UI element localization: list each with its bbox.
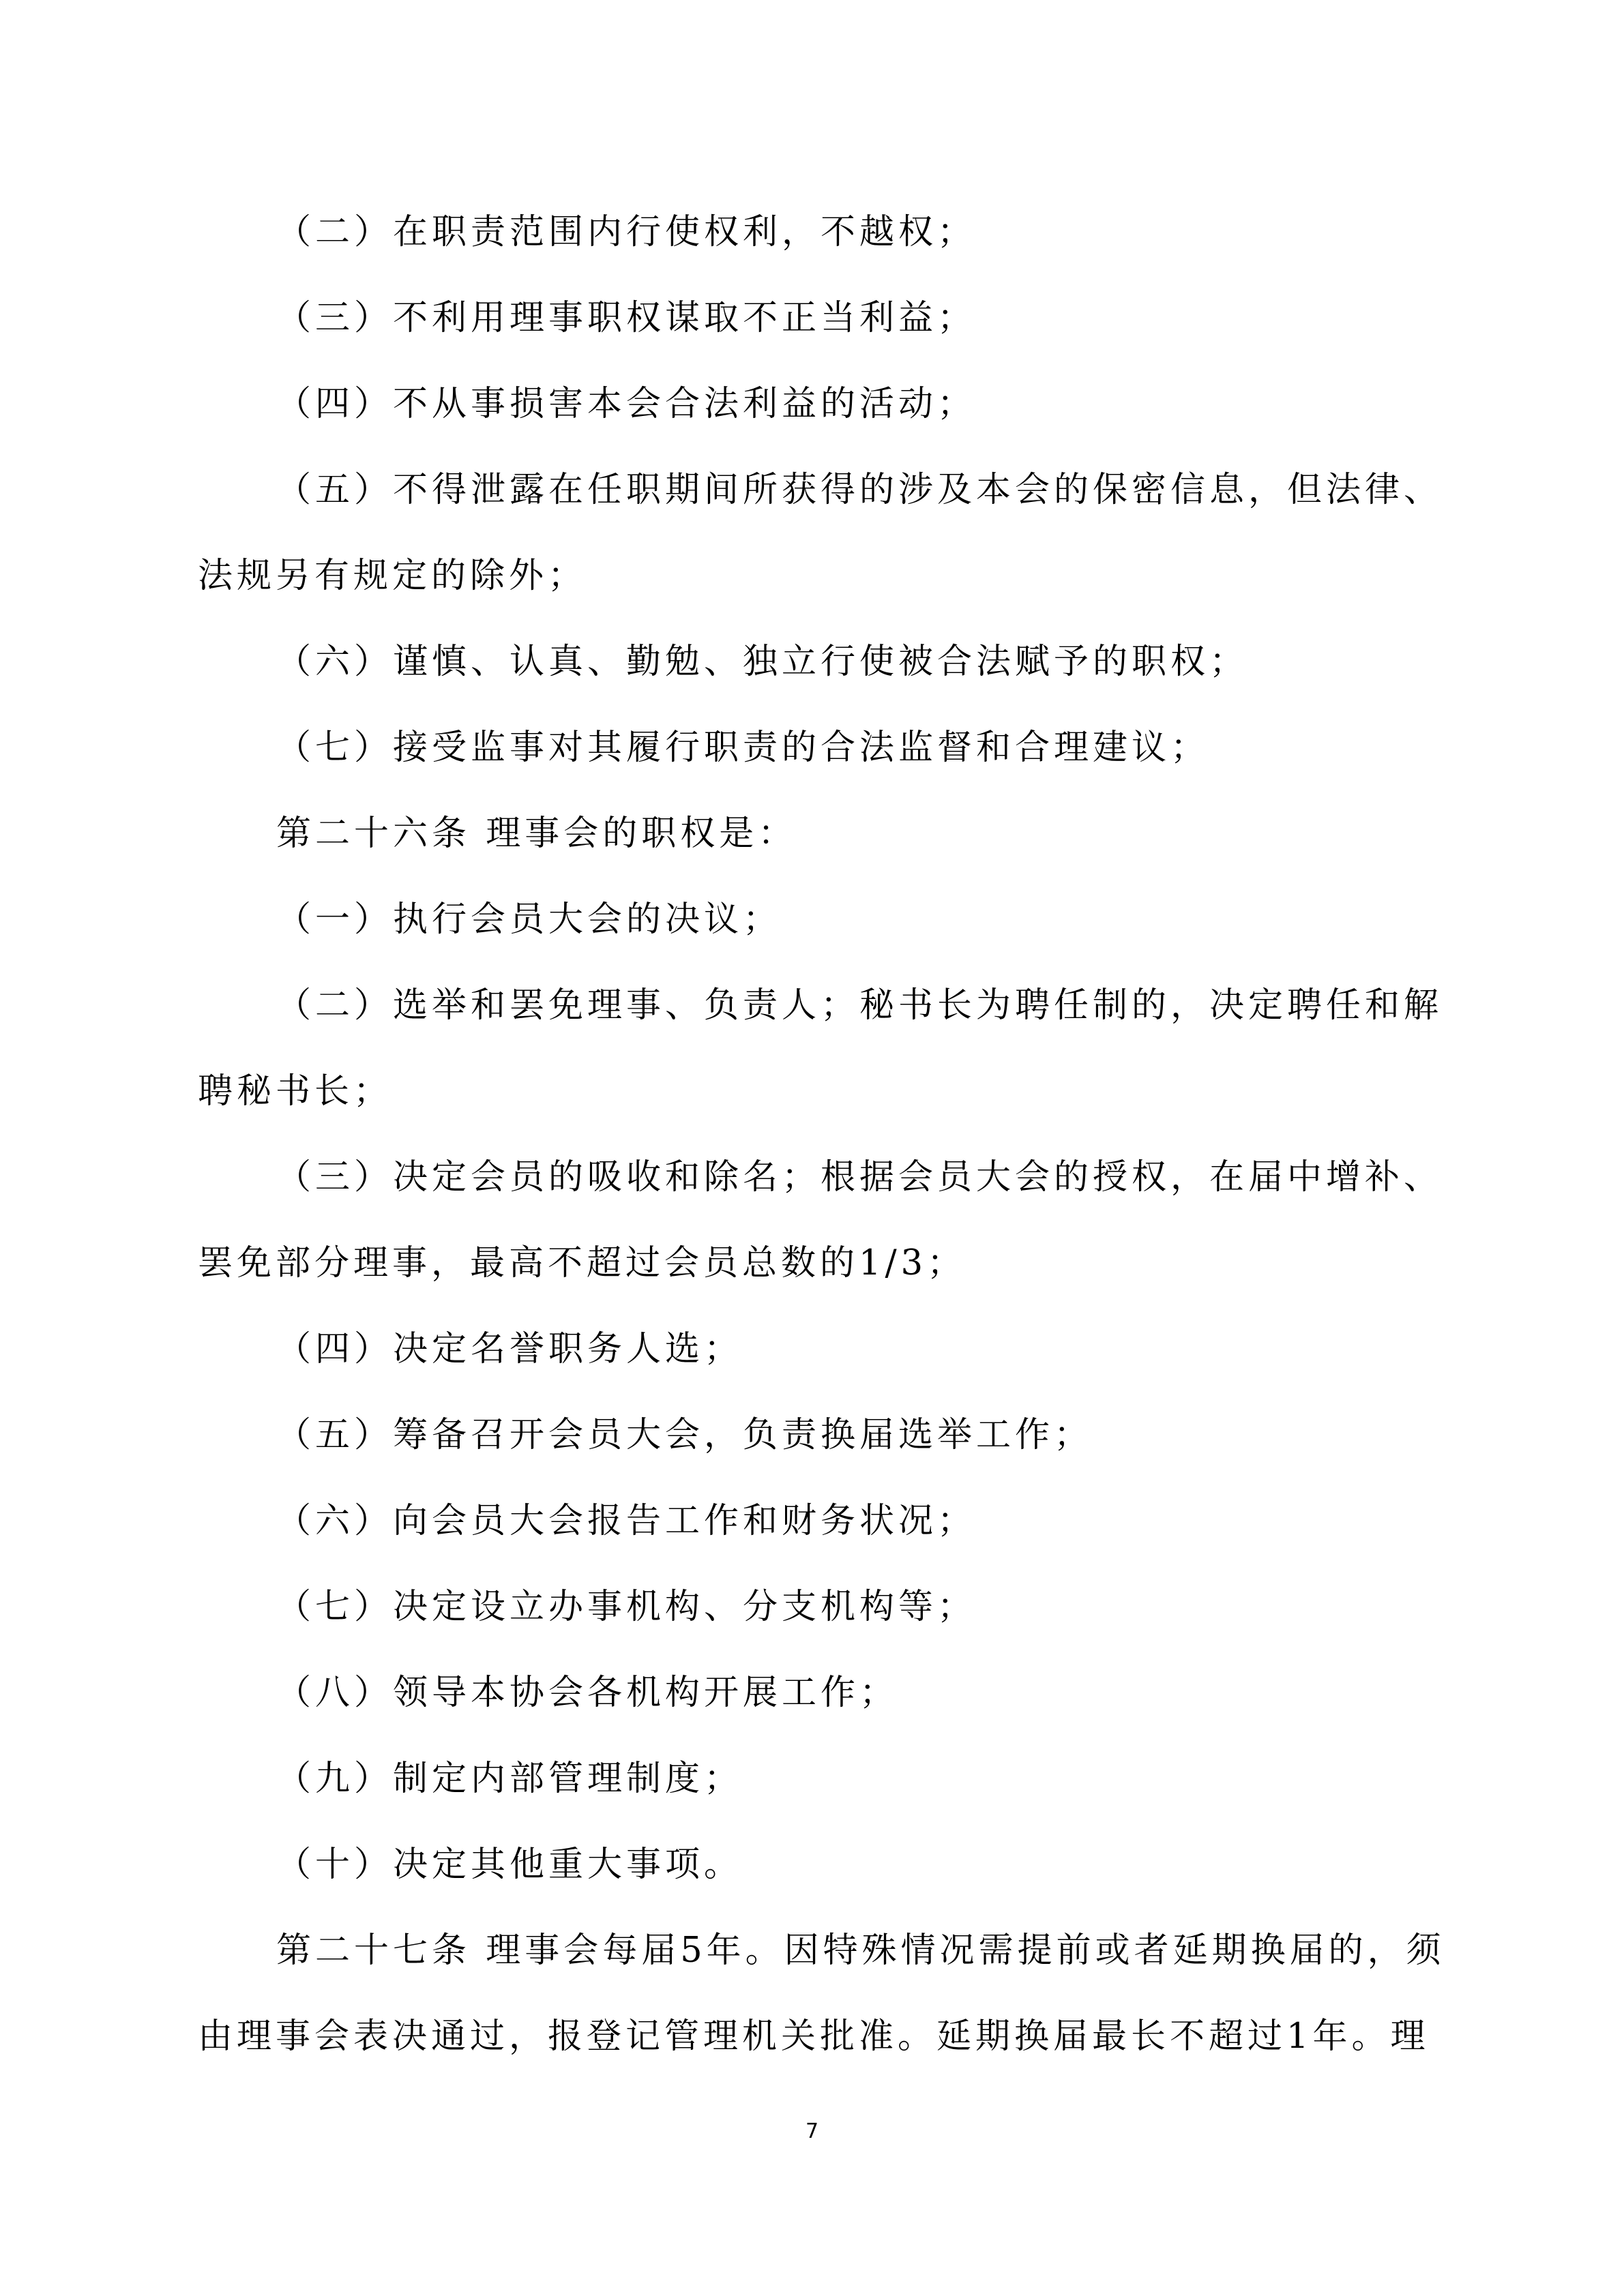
article-26-item-5 — [198, 1392, 1432, 1478]
text-line: （一）执行会员大会的决议； — [276, 899, 782, 940]
text-line: （六）向会员大会报告工作和财务状况； — [276, 1501, 977, 1541]
article-26-item-6 — [198, 1478, 1432, 1564]
text-line: （三）决定会员的吸收和除名；根据会员大会的授权，在届中增补、 — [276, 1157, 1443, 1197]
article-26-heading — [198, 791, 1432, 877]
text-line: （二）在职责范围内行使权利，不越权； — [276, 212, 977, 252]
page-number: 7 — [805, 2119, 819, 2143]
article-26-item-3 — [198, 1135, 1443, 1307]
paragraph-7 — [198, 705, 1432, 791]
text-line: 第二十七条 理事会每届5年。因特殊情况需提前或者延期换届的，须 — [276, 1930, 1445, 1971]
text-line: （七）接受监事对其履行职责的合法监督和合理建议； — [276, 728, 1210, 768]
text-line: （九）制定内部管理制度； — [276, 1759, 743, 1799]
text-line: （四）不从事损害本会合法利益的活动； — [276, 384, 977, 424]
article-26-item-4 — [198, 1307, 1432, 1392]
paragraph-2 — [198, 190, 1432, 275]
text-line: （六）谨慎、认真、勤勉、独立行使被合法赋予的职权； — [276, 642, 1249, 682]
paragraph-6 — [198, 619, 1432, 705]
text-line: （五）筹备召开会员大会，负责换届选举工作； — [276, 1415, 1093, 1455]
text-line: （七）决定设立办事机构、分支机构等； — [276, 1587, 977, 1627]
text-line: （三）不利用理事职权谋取不正当利益； — [276, 298, 977, 338]
article-26-item-1 — [198, 877, 1432, 963]
article-26-item-7 — [198, 1564, 1432, 1650]
text-line: 由理事会表决通过，报登记管理机关批准。延期换届最长不超过1年。理 — [198, 2016, 1430, 2057]
text-line: （八）领导本协会各机构开展工作； — [276, 1673, 899, 1713]
article-26-item-2 — [198, 963, 1443, 1135]
text-line: 罢免部分理事，最高不超过会员总数的1/3； — [198, 1243, 966, 1283]
text-line: （二）选举和罢免理事、负责人；秘书长为聘任制的，决定聘任和解 — [276, 985, 1443, 1026]
text-line: 第二十六条 理事会的职权是： — [276, 814, 797, 854]
article-26-item-8 — [198, 1650, 1432, 1736]
document-body — [198, 190, 1445, 2080]
text-line: 聘秘书长； — [198, 1071, 393, 1112]
text-line: （五）不得泄露在任职期间所获得的涉及本会的保密信息，但法律、 — [276, 470, 1443, 510]
article-27 — [198, 1908, 1445, 2080]
article-26-item-10 — [198, 1822, 1432, 1908]
article-26-item-9 — [198, 1736, 1432, 1822]
text-line: （十）决定其他重大事项。 — [276, 1845, 743, 1885]
paragraph-5 — [198, 447, 1443, 619]
text-line: （四）决定名誉职务人选； — [276, 1329, 743, 1369]
paragraph-4 — [198, 361, 1432, 447]
text-line: 法规另有规定的除外； — [198, 556, 587, 596]
paragraph-3 — [198, 275, 1432, 361]
